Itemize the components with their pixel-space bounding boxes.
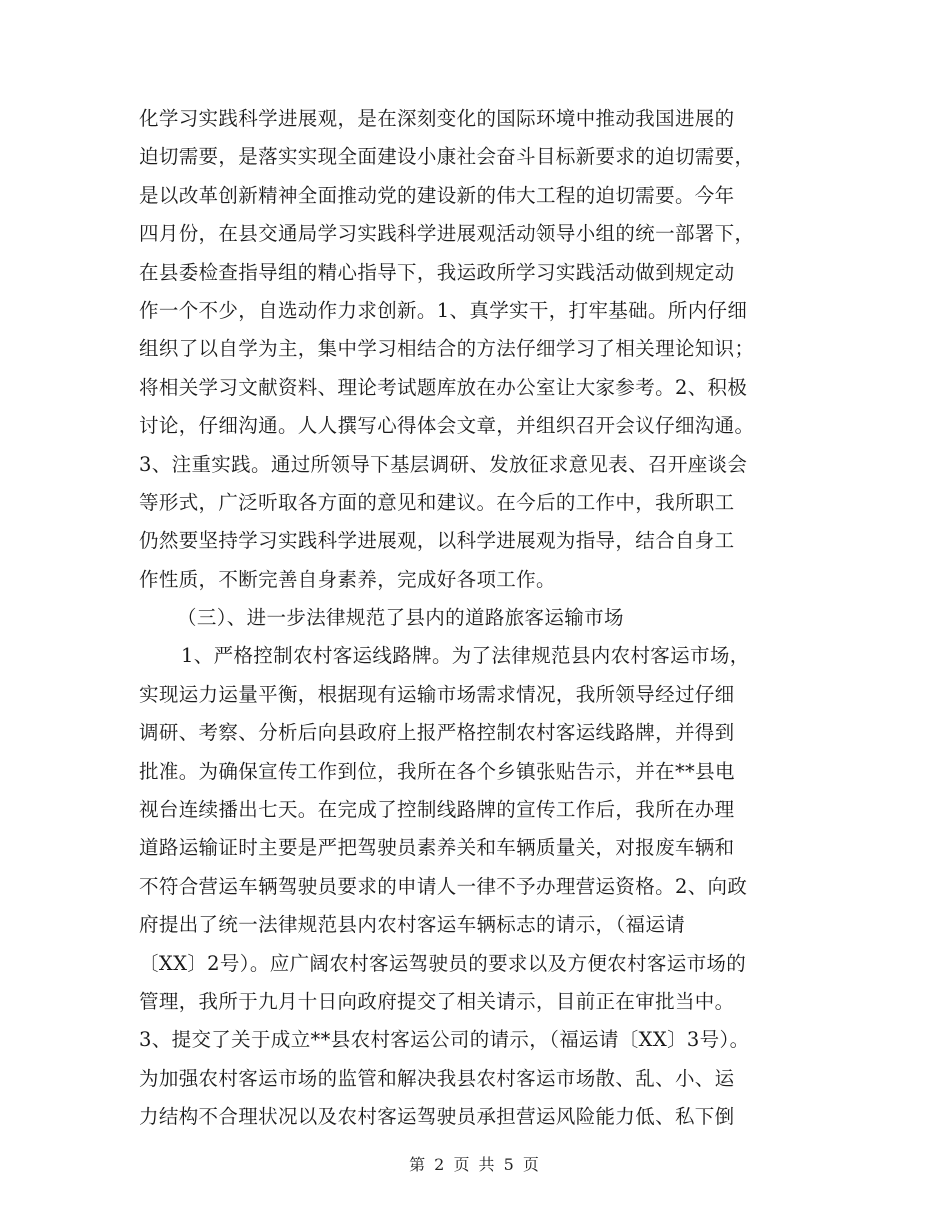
- body-line: 是以改革创新精神全面推动党的建设新的伟大工程的迫切需要。今年: [139, 183, 735, 207]
- body-line: 3、提交了关于成立**县农村客运公司的请示，（福运请〔XX〕3号）。: [139, 1028, 750, 1052]
- body-line: 〔XX〕2号）。应广阔农村客运驾驶员的要求以及方便农村客运市场的: [139, 951, 747, 975]
- body-line: 府提出了统一法律规范县内农村客运车辆标志的请示，（福运请: [139, 913, 686, 937]
- body-line: 不符合营运车辆驾驶员要求的申请人一律不予办理营运资格。2、向政: [139, 874, 748, 898]
- body-line: 迫切需要，是落实实现全面建设小康社会奋斗目标新要求的迫切需要，: [139, 145, 755, 169]
- body-line: 视台连续播出七天。在完成了控制线路牌的宣传工作后，我所在办理: [139, 798, 735, 822]
- body-line: 管理，我所于九月十日向政府提交了相关请示，目前正在审批当中。: [139, 989, 735, 1013]
- body-line: 批准。为确保宣传工作到位，我所在各个乡镇张贴告示，并在**县电: [139, 759, 735, 783]
- body-line: 实现运力运量平衡，根据现有运输市场需求情况，我所领导经过仔细: [139, 682, 735, 706]
- body-line: 作一个不少，自选动作力求创新。1、真学实干，打牢基础。所内仔细: [139, 298, 748, 322]
- body-line: 组织了以自学为主，集中学习相结合的方法仔细学习了相关理论知识；: [139, 337, 755, 361]
- body-line: 调研、考察、分析后向县政府上报严格控制农村客运线路牌，并得到: [139, 721, 735, 745]
- body-line: 仍然要坚持学习实践科学进展观，以科学进展观为指导，结合自身工: [139, 529, 735, 553]
- body-line: 3、注重实践。通过所领导下基层调研、发放征求意见表、召开座谈会: [139, 452, 748, 476]
- page-number: 第 2 页 共 5 页: [409, 1155, 541, 1174]
- body-line: 道路运输证时主要是严把驾驶员素养关和车辆质量关，对报废车辆和: [139, 836, 735, 860]
- body-line: 在县委检查指导组的精心指导下，我运政所学习实践活动做到规定动: [139, 260, 735, 284]
- body-line: 讨论，仔细沟通。人人撰写心得体会文章，并组织召开会议仔细沟通。: [139, 414, 755, 438]
- body-line: 为加强农村客运市场的监管和解决我县农村客运市场散、乱、小、运: [139, 1066, 735, 1090]
- body-line: 作性质，不断完善自身素养，完成好各项工作。: [139, 567, 556, 591]
- body-line: 力结构不合理状况以及农村客运驾驶员承担营运风险能力低、私下倒: [139, 1105, 735, 1129]
- document-body: [139, 100, 814, 1137]
- section-heading: （三）、进一步法律规范了县内的道路旅客运输市场: [177, 606, 624, 630]
- body-line: 四月份，在县交通局学习实践科学进展观活动领导小组的统一部署下，: [139, 222, 755, 246]
- body-line: 将相关学习文献资料、理论考试题库放在办公室让大家参考。2、积极: [139, 375, 748, 399]
- body-line: 1、严格控制农村客运线路牌。为了法律规范县内农村客运市场，: [181, 644, 750, 668]
- body-line: 化学习实践科学进展观，是在深刻变化的国际环境中推动我国进展的: [139, 107, 735, 130]
- body-line: 等形式，广泛听取各方面的意见和建议。在今后的工作中，我所职工: [139, 490, 735, 514]
